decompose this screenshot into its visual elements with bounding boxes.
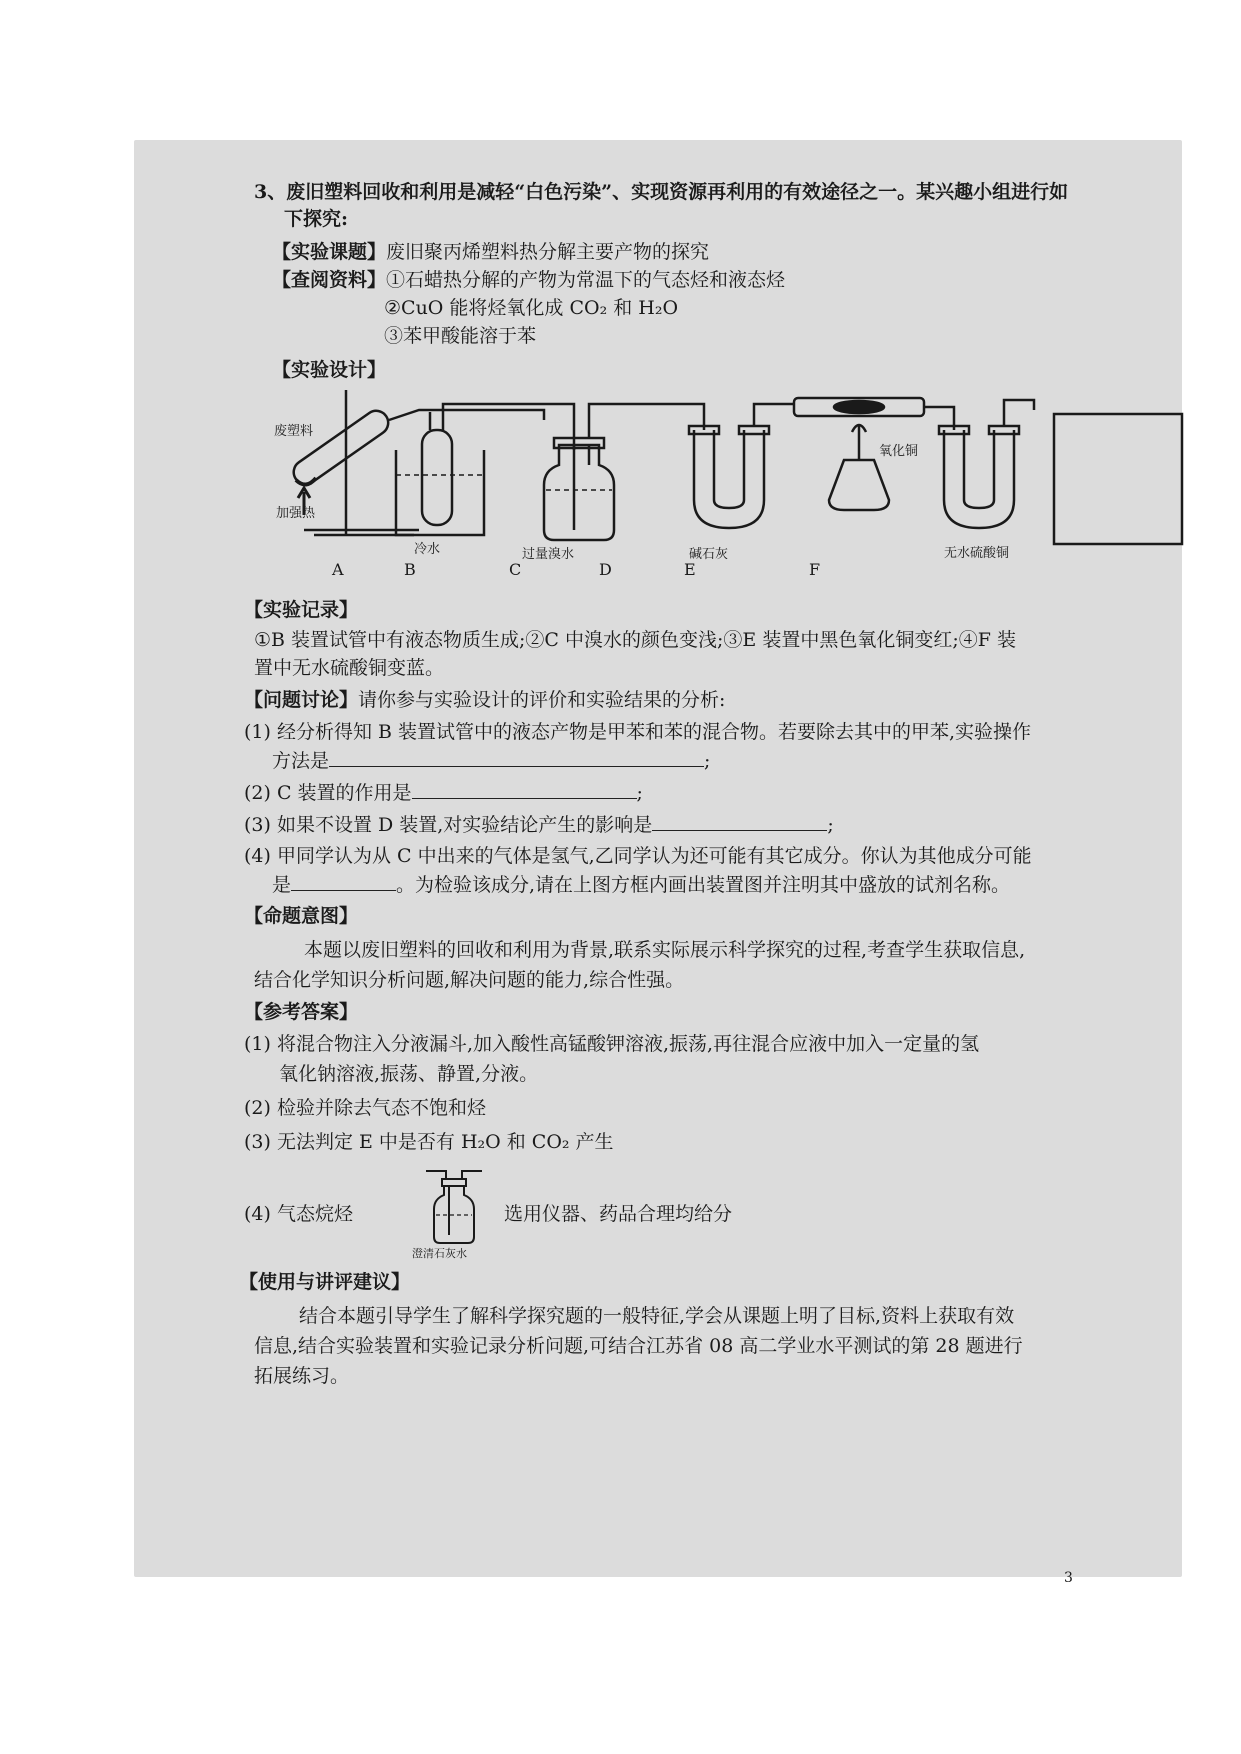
beaker-b bbox=[396, 450, 484, 535]
reference-item: ③苯甲酸能溶于苯 bbox=[384, 325, 537, 347]
heated-test-tube bbox=[289, 406, 393, 489]
q3 bbox=[244, 812, 834, 837]
limewater-bottle-svg bbox=[424, 1165, 484, 1245]
suggestion-line-1: 结合本题引导学生了解科学探究题的一般特征,学会从课题上明了目标,资料上获取有效 bbox=[299, 1305, 1015, 1327]
answer-blank-q3[interactable] bbox=[652, 812, 827, 831]
q4-label: 是 bbox=[272, 874, 292, 896]
label-soda-lime: 碱石灰 bbox=[689, 547, 729, 562]
u-tube-f bbox=[944, 430, 1014, 528]
q4-line-2 bbox=[272, 872, 1010, 897]
subject-text: 废旧聚丙烯塑料热分解主要产物的探究 bbox=[386, 241, 710, 263]
design-label: 【实验设计】 bbox=[272, 359, 387, 381]
question-line-2: 下探究: bbox=[284, 208, 349, 230]
label-cold-water: 冷水 bbox=[414, 542, 441, 557]
q1-line-2 bbox=[272, 748, 710, 773]
apparatus-letter: C bbox=[509, 560, 522, 579]
discussion-intro bbox=[244, 688, 725, 712]
apparatus-letter: F bbox=[809, 560, 821, 579]
answer-4-prefix: (4) 气态烷烃 bbox=[244, 1203, 353, 1225]
subject bbox=[272, 240, 709, 264]
apparatus-svg bbox=[254, 390, 1214, 590]
apparatus-letter: E bbox=[684, 560, 696, 579]
blank-answer-box bbox=[1054, 414, 1182, 544]
discussion-intro-text: 请你参与实验设计的评价和实验结果的分析: bbox=[358, 689, 726, 711]
limewater-bottle bbox=[412, 1165, 484, 1260]
intent-label: 【命题意图】 bbox=[244, 905, 359, 927]
q3-end: ; bbox=[827, 814, 834, 836]
connector-tube-ab bbox=[389, 410, 544, 420]
answer-4-suffix: 选用仪器、药品合理均给分 bbox=[504, 1203, 733, 1225]
answer-1-line-2: 氧化钠溶液,振荡、静置,分液。 bbox=[279, 1063, 539, 1085]
record-line-1: ①B 装置试管中有液态物质生成;②C 中溴水的颜色变浅;③E 装置中黑色氧化铜变红;④F 装 bbox=[254, 629, 1016, 651]
record-line-2: 置中无水硫酸铜变蓝。 bbox=[254, 657, 445, 679]
answer-blank-q4[interactable] bbox=[291, 872, 396, 891]
label-anhydrous-cuso4: 无水硫酸铜 bbox=[944, 546, 1010, 561]
q1-line-1: (1) 经分析得知 B 装置试管中的液态产物是甲苯和苯的混合物。若要除去其中的甲苯,实验操作 bbox=[244, 721, 1032, 743]
question-line-1: 3、废旧塑料回收和利用是减轻“白色污染”、实现资源再利用的有效途径之一。某兴趣小组进行如 bbox=[254, 181, 1069, 203]
alcohol-lamp bbox=[829, 460, 889, 510]
q1-label: 方法是 bbox=[272, 750, 330, 772]
apparatus-letter: B bbox=[404, 560, 416, 579]
answer-blank-q1[interactable] bbox=[329, 748, 704, 767]
q4-line-1: (4) 甲同学认为从 C 中出来的气体是氢气,乙同学认为还可能有其它成分。你认为其他成分可能 bbox=[244, 845, 1032, 867]
q2-end: ; bbox=[636, 782, 643, 804]
q1-end: ; bbox=[704, 750, 711, 772]
discussion-label: 【问题讨论】 bbox=[244, 689, 359, 711]
suggestion-label: 【使用与讲评建议】 bbox=[239, 1271, 411, 1293]
answer-2: (2) 检验并除去气态不饱和烃 bbox=[244, 1097, 486, 1119]
reference-item: ②CuO 能将烃氧化成 CO₂ 和 H₂O bbox=[384, 297, 679, 319]
answer-blank-q2[interactable] bbox=[412, 780, 637, 799]
label-limewater: 澄清石灰水 bbox=[412, 1247, 467, 1260]
intent-line-2: 结合化学知识分析问题,解决问题的能力,综合性强。 bbox=[254, 969, 685, 991]
test-tube-b bbox=[422, 430, 452, 525]
suggestion-line-2: 信息,结合实验装置和实验记录分析问题,可结合江苏省 08 高二学业水平测试的第 28 题进行 bbox=[254, 1335, 1023, 1357]
label-waste-plastic: 废塑料 bbox=[274, 424, 314, 439]
u-tube-d bbox=[694, 430, 764, 528]
reference-item: ①石蜡热分解的产物为常温下的气态烃和液态烃 bbox=[386, 269, 786, 291]
suggestion-line-3: 拓展练习。 bbox=[254, 1365, 350, 1387]
answers-label: 【参考答案】 bbox=[244, 1001, 359, 1023]
scanned-page bbox=[134, 140, 1182, 1586]
answer-3: (3) 无法判定 E 中是否有 H₂O 和 CO₂ 产生 bbox=[244, 1131, 614, 1153]
page-number: 3 bbox=[1064, 1570, 1073, 1586]
apparatus-letter: D bbox=[599, 560, 612, 579]
plastic-charge bbox=[296, 478, 316, 485]
answer-1-line-1: (1) 将混合物注入分液漏斗,加入酸性高锰酸钾溶液,振荡,再往混合应液中加入一定量的氢 bbox=[244, 1033, 980, 1055]
q2 bbox=[244, 780, 643, 805]
apparatus-letter: A bbox=[332, 560, 344, 579]
wash-bottle-c bbox=[544, 445, 614, 540]
references-label: 【查阅资料】 bbox=[272, 269, 387, 291]
q4-instruction: 。为检验该成分,请在上图方框内画出装置图并注明其中盛放的试剂名称。 bbox=[396, 874, 1011, 896]
record-label: 【实验记录】 bbox=[244, 599, 359, 621]
q2-label: (2) C 装置的作用是 bbox=[244, 782, 412, 804]
subject-label: 【实验课题】 bbox=[272, 241, 387, 263]
intent-line-1: 本题以废旧塑料的回收和利用为背景,联系实际展示科学探究的过程,考查学生获取信息, bbox=[304, 939, 1026, 961]
references-1 bbox=[272, 268, 785, 292]
apparatus-diagram bbox=[254, 390, 1214, 590]
label-copper-oxide: 氧化铜 bbox=[879, 444, 919, 459]
label-heat: 加强热 bbox=[276, 506, 316, 521]
label-bromine-water: 过量溴水 bbox=[522, 547, 575, 562]
q3-label: (3) 如果不设置 D 装置,对实验结论产生的影响是 bbox=[244, 814, 653, 836]
